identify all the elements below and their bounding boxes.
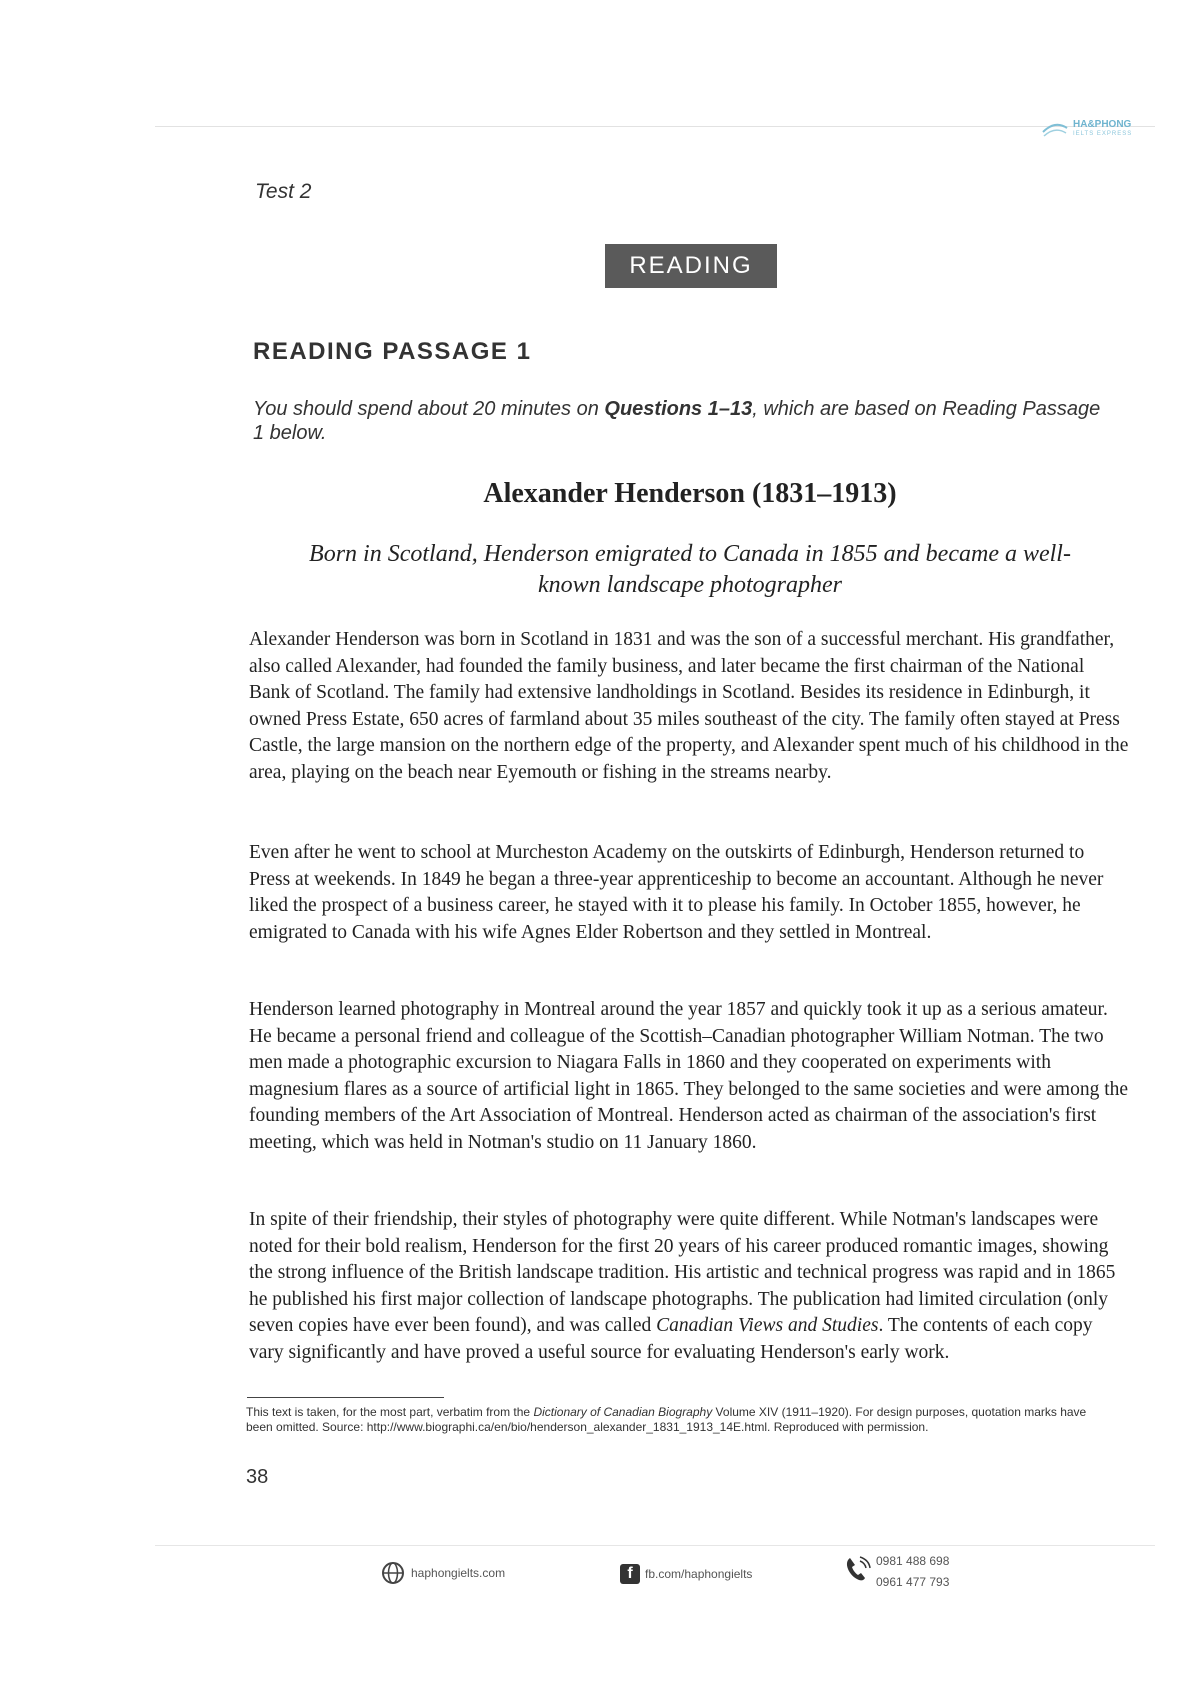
footer-phones[interactable]	[843, 1554, 949, 1589]
instruction-text: You should spend about 20 minutes on	[253, 398, 605, 420]
footnote-source-title: Dictionary of Canadian Biography	[533, 1405, 713, 1419]
brand-tagline: IELTS EXPRESS	[1073, 131, 1133, 137]
footnote-rule	[247, 1397, 444, 1398]
paragraph-1: Alexander Henderson was born in Scotland in 1831 and was the son of a successful merchant. His grandfather, also called Alexander, had founded the family business, and later became the first chairman of the National Bank of Scotland. The family had extensive landholdings in Scotland. Besides its residence in Edinburgh, it owned Press Estate, 650 acres of farmland about 35 miles southeast of the city. The family often stayed at Press Castle, the large mansion on the northern edge of the property, and Alexander spent much of his childhood in the area, playing on the beach near Eyemouth or fishing in the streams nearby.	[249, 629, 1129, 783]
phone-number-2: 0961 477 793	[876, 1575, 950, 1589]
footnote-text: This text is taken, for the most part, verbatim from the	[246, 1405, 534, 1419]
paragraph-3: Henderson learned photography in Montreal around the year 1857 and quickly took it up as a serious amateur. He became a personal friend and colleague of the Scottish–Canadian photographer William Notman. The two men made a photographic excursion to Niagara Falls in 1860 and they cooperated on experiments with magnesium flares as a source of artificial light in 1865. They belonged to the same societies and were among the founding members of the Art Association of Montreal. Henderson acted as chairman of the association's first meeting, which was held in Notman's studio on 11 January 1860.	[249, 999, 1129, 1153]
phone-number-1: 0981 488 698	[876, 1554, 950, 1568]
paragraph-4	[249, 1207, 1129, 1366]
instruction-text-end: , which are based on Reading Passage 1 below.	[253, 398, 1101, 444]
publication-title: Canadian Views and Studies	[656, 1315, 879, 1336]
header-rule	[155, 126, 1155, 127]
facebook-icon: f	[620, 1564, 640, 1584]
footer-website[interactable]	[380, 1560, 505, 1586]
passage-title: Alexander Henderson (1831–1913)	[483, 478, 897, 509]
phone-icon	[843, 1555, 871, 1589]
footer-rule	[155, 1545, 1155, 1546]
paragraph-4-text-end: . The contents of each copy vary significantly and have proved a useful source for evaluating Henderson's early work.	[249, 1315, 1093, 1363]
passage-subtitle: Born in Scotland, Henderson emigrated to Canada in 1855 and became a well-known landscape photographer	[309, 541, 1071, 598]
instruction-questions: Questions 1–13	[604, 398, 753, 420]
test-label: Test 2	[255, 180, 312, 203]
paragraph-2: Even after he went to school at Murcheston Academy on the outskirts of Edinburgh, Henderson returned to Press at weekends. In 1849 he began a three-year apprenticeship to become an accountant. Although he never liked the prospect of a business career, he stayed with it to please his family. In October 1855, however, he emigrated to Canada with his wife Agnes Elder Robertson and they settled in Montreal.	[249, 842, 1104, 943]
footnote	[246, 1405, 1106, 1435]
instruction	[253, 397, 1113, 445]
footer-facebook[interactable]	[620, 1564, 752, 1584]
passage-heading: READING PASSAGE 1	[253, 338, 532, 365]
brand-mark-icon	[1040, 118, 1070, 140]
brand-name: HA&PHONG	[1073, 119, 1132, 130]
footnote-text-end: Volume XIV (1911–1920). For design purposes, quotation marks have been omitted. Source: http://www.biographi.ca/en/bio/henderson_alexander_1831_1913_14E.html. Reproduced with permission.	[246, 1405, 1087, 1434]
globe-icon	[380, 1560, 406, 1586]
brand-logo	[1040, 118, 1132, 140]
page-number: 38	[246, 1466, 269, 1488]
facebook-text: fb.com/haphongielts	[645, 1567, 753, 1581]
website-text: haphongielts.com	[411, 1566, 506, 1580]
paragraph-4-text: In spite of their friendship, their styles of photography were quite different. While Notman's landscapes were noted for their bold realism, Henderson for the first 20 years of his career produced romantic images, showing the strong influence of the British landscape tradition. His artistic and technical progress was rapid and in 1865 he published his first major collection of landscape photographs. The publication had limited circulation (only seven copies have ever been found), and was called	[249, 1209, 1116, 1336]
section-badge: READING	[605, 244, 777, 288]
